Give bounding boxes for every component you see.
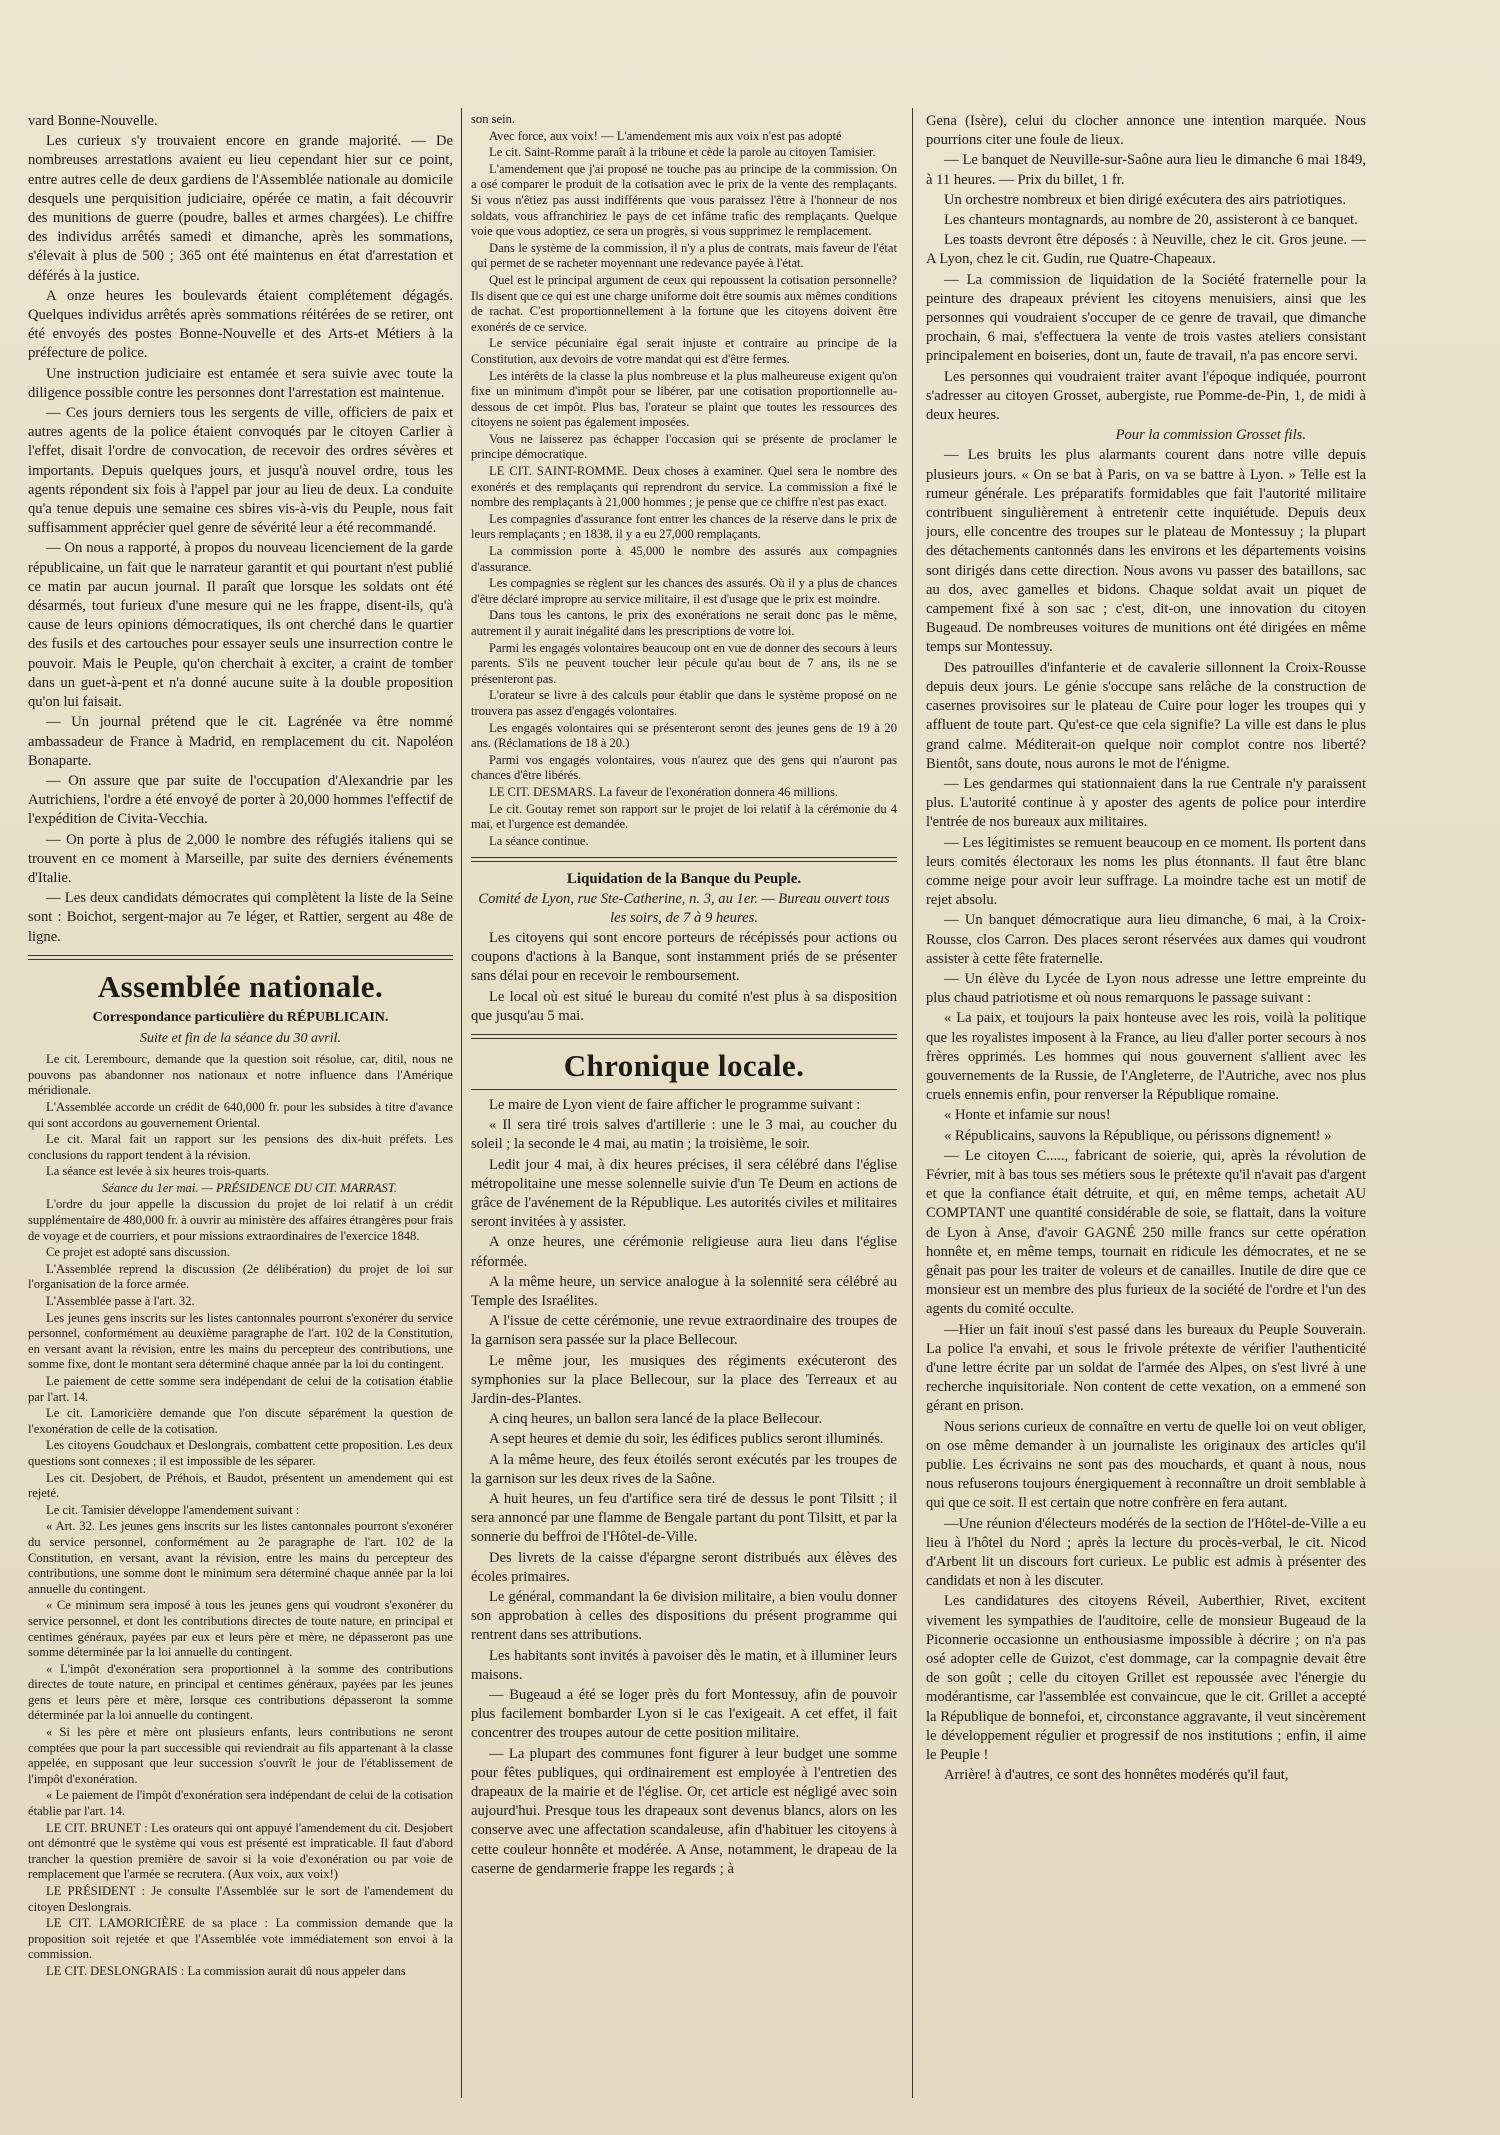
paragraph: Les curieux s'y trouvaient encore en grande majorité. — De nombreuses arrestations avaient eu lieu cependant hier sur ce point, entre autres celle de deux gardiens de l'Assemblée nationale au domicile desquels une perquisition judiciaire, opérée ce matin, a fait découvrir des munitions de guerre (poudre, balles et armes chargées). Le chiffre des individus arrêtés samedi et dimanche, après les sommations, s'élevait à plus de 500 ; 365 ont été maintenus en état d'arrestation et déférés à la justice. [28,133,453,284]
paragraph: — On assure que par suite de l'occupation d'Alexandrie par les Autrichiens, l'ordre a été envoyé de porter à 20,000 hommes l'effectif de l'expédition de Civita-Vecchia. [28,772,453,828]
paragraph: Gena (Isère), celui du clocher annonce une intention marquée. Nous pourrions citer une foule de lieux. [926,113,1366,149]
session-paragraph: Dans le système de la commission, il n'y a plus de contrats, mais faveur de l'état qui permet de se racheter moyennant une redevance payée à l'état. [471,240,897,271]
session-paragraph: « Ce minimum sera imposé à tous les jeunes gens qui voudront s'exonérer du service personnel, et dont les contributions directes de toute nature, en principal et centimes généraux, payées par eux et leurs père et mère, ne dépasseront pas une somme déterminée par la loi annuelle du contingent. [28,1598,453,1660]
section-title-chronique: Chronique locale. [563,1047,805,1083]
paragraph: Les citoyens qui sont encore porteurs de récépissés pour actions ou coupons d'actions à la Banque, sont instamment priés de se présenter sans délai pour en recevoir le remboursement. [471,929,897,985]
paragraph: A cinq heures, un ballon sera lancé de la place Bellecour. [489,1411,823,1428]
paragraph: — Le banquet de Neuville-sur-Saône aura lieu le dimanche 6 mai 1849, à 11 heures. — Prix du billet, 1 fr. [926,152,1366,188]
paragraph: —Hier un fait inouï s'est passé dans les bureaux du Peuple Souverain. La police l'a envahi, et sous le frivole prétexte de vérifier l'authenticité d'une lettre écrite par un soldat de l'armée des Alpes, on s'est livré à une recherche inquisitoriale. Non content de cette vexation, on a emmené son gérant en prison. [926,1321,1366,1415]
section-divider [471,1089,897,1090]
section-divider [471,1034,897,1039]
session-paragraph: Les intérêts de la classe la plus nombreuse et la plus malheureuse exigent qu'on fixe un minimum d'impôt pour se libérer, par une cotisation proportionnelle au-dessous de cet impôt. Plus bas, l'orateur se plaint que toutes les ressources des citoyens ne soient pas également imposées. [471,368,897,430]
paragraph: A sept heures et demie du soir, les édifices publics seront illuminés. [489,1431,884,1448]
paragraph: — La plupart des communes font figurer à leur budget une somme pour fêtes publiques, qui ordinairement est employée à l'entretien des drapeaux de la mairie et de l'église. Or, cet article est négligé avec soin aujourd'hui. Presque tous les drapeaux sont devenus blancs, alors on les conserve avec une affectation scandaleuse, afin d'habituer les citoyens à cette couleur honnête et modérée. A Anse, notamment, le drapeau de la caserne de gendarmerie frappe les regards ; à [471,1745,897,1877]
paragraph: A onze heures les boulevards étaient complétement dégagés. Quelques individus arrêtés après sommations réitérées de se retirer, ont été envoyés des postes Bonne-Nouvelle et des Arts-et Métiers à la préfecture de police. [28,287,453,362]
session-paragraph: « Art. 32. Les jeunes gens inscrits sur les listes cantonnales pourront s'exonérer du service personnel, conformément au 2e paragraphe de l'art. 102 de la Constitution, en versant, avant la révision, entre les mains du percepteur des contributions, une somme dont le minimum sera déterminé chaque année par la loi annuelle du contingent. [28,1519,453,1596]
paragraph: — Le citoyen C....., fabricant de soierie, qui, après la révolution de Février, mit à bas tous ses métiers sous le prétexte qu'il n'avait pas d'argent et que la confiance était détruite, et qui, en même temps, achetait AU COMPTANT une quantité considérable de soie, se flattait, dans la voiture de Lyon à Anse, d'avoir GAGNÉ 250 mille francs sur cette opération honnête et, en même temps, tournait en ridicule les démocrates, et ne se gênait pas pour les traiter de voleurs et de canailles. Inutile de dire que ce monsieur est un membre des plus furieux de la société de l'ordre et l'un des agents du comité occulte. [926,1147,1366,1318]
section-title-assemblee: Assemblée nationale. [97,968,384,1004]
session-paragraph: L'ordre du jour appelle la discussion du projet de loi relatif à un crédit supplémentaire de 480,000 fr. à ouvrir au ministère des affaires étrangères pour frais de voyage et de courriers, et pour missions extraordinaires de l'exercice 1848. [28,1197,453,1243]
paragraph: Une instruction judiciaire est entamée et sera suivie avec toute la diligence possible contre les personnes dont l'arrestation est maintenue. [28,365,453,401]
session-paragraph: Le cit. Tamisier développe l'amendement suivant : [46,1502,300,1517]
paragraph: — Bugeaud a été se loger près du fort Montessuy, afin de pouvoir plus facilement bombarder Lyon si le cas l'exigeait. A cet effet, il fait concentrer des troupes autour de cette position militaire. [471,1687,897,1742]
paragraph: Ledit jour 4 mai, à dix heures précises, il sera célébré dans l'église métropolitaine une messe solennelle suivie d'un Te Deum en actions de grâce de l'avénement de la République. Les autorités civiles et militaires seront invitées à y assister. [471,1156,897,1231]
session-paragraph: Dans tous les cantons, le prix des exonérations ne serait donc pas le même, autrement il y aurait inégalité dans les prescriptions de votre loi. [471,608,897,638]
column-right [926,112,1366,2102]
section-title-banque: Liquidation de la Banque du Peuple. [566,871,802,888]
session-paragraph: Les engagés volontaires qui se présenteront seront des jeunes gens de 19 à 20 ans. (Réclamations de 18 à 20.) [471,720,897,751]
session-paragraph: L'amendement que j'ai proposé ne touche pas au principe de la commission. On a osé comparer le produit de la cotisation avec le prix de la vente des remplaçants. Si vous n'êtiez pas aussi indifférents que vous paraissez l'être à l'honneur de nos soldats, vous affranchiriez le pays de cet infâme trafic des remplaçants. Quelque voie que vous adoptiez, ce sera un progrès, si vous supprimez le remplacement. [471,161,897,239]
paragraph: — Un banquet démocratique aura lieu dimanche, 6 mai, à la Croix-Rousse, clos Carron. Des places seront réservées aux dames qui voudront assister à cette fête fraternelle. [926,912,1366,967]
paragraph: — Les deux candidats démocrates qui complètent la liste de la Seine sont : Boichot, sergent-major au 7e léger, et Rattier, sergent au 48e de ligne. [28,890,453,945]
session-paragraph: Parmi les engagés volontaires beaucoup ont en vue de donner des secours à leurs parents. S'ils ne peuvent toucher leur pécule qu'au bout de 7 ans, ils ne se présenteront pas. [471,640,897,686]
section-divider [471,857,897,862]
paragraph: Des livrets de la caisse d'épargne seront distribués aux élèves des écoles primaires. [471,1549,897,1585]
section-divider [28,955,453,960]
session-paragraph: LE CIT. LAMORICIÈRE de sa place : La commission demande que la proposition soit rejetée et que l'Assemblée vote immédiatement son envoi à la commission. [28,1916,453,1962]
session-paragraph: LE CIT. DESMARS. La faveur de l'exonération donnera 46 millions. [489,784,838,799]
session-paragraph: Le cit. Lamoricière demande que l'on discute séparément la question de l'exonération de celle de la cotisation. [28,1406,453,1436]
session-paragraph: Les compagnies d'assurance font entrer les chances de la réserve dans le prix de leurs remplaçants ; en 1838, il y a eu 27,000 remplaçants. [471,511,897,542]
paragraph: Des patrouilles d'infanterie et de cavalerie sillonnent la Croix-Rousse depuis deux jours. Le génie s'occupe sans relâche de la construction de casernes provisoires sur le plateau de Cuire pour loger les troupes qui y affluent de toute part. Qu'est-ce que cela signifie? La ville est dans le plus grand calme. Méditerait-on quelque noir complot contre nos liberté? Bientôt, sans doute, nous aurons le mot de l'énigme. [926,659,1366,772]
session-paragraph: L'Assemblée reprend la discussion (2e délibération) du projet de loi sur l'organisation de la force armée. [28,1261,453,1292]
paragraph: — Un journal prétend que le cit. Lagrénée va être nommé ambassadeur de France à Madrid, en remplacement du cit. Napoléon Bonaparte. [28,714,453,769]
paragraph: Les habitants sont invités à pavoiser dès le matin, et à illuminer leurs maisons. [471,1647,897,1683]
paragraph: Les toasts devront être déposés : à Neuville, chez le cit. Gros jeune. — A Lyon, chez le cit. Gudin, rue Quatre-Chapeaux. [926,232,1366,268]
session-paragraph: son sein. [471,112,516,126]
session-paragraph: Quel est le principal argument de ceux qui repoussent la cotisation personnelle? Ils disent que ce qui est une charge uniforme doit être soumis aux mêmes conditions de rachat. C'est proportionnellement à la fortune que les citoyens doivent être exonérés de ce service. [471,272,897,334]
session-paragraph: Les citoyens Goudchaux et Deslongrais, combattent cette proposition. Les deux questions sont connexes ; il est impossible de les séparer. [28,1438,453,1468]
session-paragraph: Ce projet est adopté sans discussion. [46,1245,230,1260]
paragraph: Le même jour, les musiques des régiments exécuteront des symphonies sur la place Bellecour, sur la place des Terreaux et au Jardin-des-Plantes. [471,1352,897,1407]
paragraph: A huit heures, un feu d'artifice sera tiré de dessus le pont Tilsitt ; il sera annoncé par une flamme de Bengale partant du pont Tilsitt, et par la sonnerie du beffroi de l'Hôtel-de-Ville. [471,1491,897,1546]
section-subtitle: Correspondance particulière du RÉPUBLICAIN. [92,1009,389,1025]
column-rule-left [461,108,462,2098]
session-paragraph: Les jeunes gens inscrits sur les listes cantonnales pourront s'exonérer du service personnel, conformément au deuxième paragraphe de l'art. 102 de la Constitution, en versant avant la révision, entre les mains du percepteur des contributions, une somme fixe, dont le montant sera déterminé chaque année par la loi du contingent. [28,1310,453,1372]
session-paragraph: Le paiement de cette somme sera indépendant de celui de la cotisation établie par l'art. 14. [28,1374,453,1404]
paragraph: A onze heures, une cérémonie religieuse aura lieu dans l'église réformée. [471,1234,897,1270]
paragraph: — Les légitimistes se remuent beaucoup en ce moment. Ils portent dans leurs comités électoraux les noms les plus étonnants. Il faut être blanc comme neige pour avoir leur suffrage. La moindre tache est un motif de rejet absolu. [926,834,1366,909]
session-paragraph: L'Assemblée passe à l'art. 32. [46,1294,195,1309]
session-paragraph: Parmi vos engagés volontaires, vous n'aurez que des gens qui n'auront pas chances d'être libérés. [471,752,897,783]
paragraph: Un orchestre nombreux et bien dirigé exécutera des airs patriotiques. [944,191,1346,208]
session-paragraph: Le cit. Maral fait un rapport sur les pensions des dix-huit préfets. Les conclusions du rapport tendent à la révision. [28,1132,453,1162]
paragraph: « La paix, et toujours la paix honteuse avec les rois, voilà la politique que les royalistes imposent à la France, au lieu d'aller porter secours à nos frères opprimés. Les hommes qui nous gouvernent s'allient avec les gouvernements de la Russie, de l'Angleterre, de l'Autriche, avec nos plus cruels ennemis enfin, pour renverser la République romaine. [926,1010,1366,1104]
session-paragraph: « Le paiement de l'impôt d'exonération sera indépendant de celui de la cotisation établie par l'art. 14. [28,1788,453,1819]
session-paragraph: La séance est levée à six heures trois-quarts. [46,1164,270,1179]
paragraph: — La commission de liquidation de la Société fraternelle pour la peinture des drapeaux prévient les citoyens menuisiers, ainsi que les personnes qui voudraient s'occuper de ce genre de travail, que dimanche prochain, 6 mai, s'effectuera la vente de trois vastes ateliers consistant principalement en boiseries, dont un, faute de travail, n'a pas encore servi. [926,271,1366,365]
column-rule-right [912,108,913,2098]
session-paragraph: LE CIT. SAINT-ROMME. Deux choses à examiner. Quel sera le nombre des exonérés et des remplaçants qui reprendront du service. La commission a fixé le nombre des remplaçants à 21,000 hommes ; je pense que ce chiffre n'est pas exact. [471,464,897,510]
paragraph: —Une réunion d'électeurs modérés de la section de l'Hôtel-de-Ville a eu lieu à l'hôtel du Nord ; après la lecture du procès-verbal, le cit. Nicod d'Arbent lit un discours fort curieux. Le public est admis à présenter des candidats et non à les discuter. [926,1515,1366,1590]
section-session: Suite et fin de la séance du 30 avril. [139,1030,341,1046]
session-paragraph: « L'impôt d'exonération sera proportionnel à la somme des contributions directes de toute nature, en principal et centimes généraux, payées par les jeunes gens et leurs père et mère, lorsque ces contributions dépasseront la somme déterminée par la loi annuelle du contingent. [28,1661,453,1723]
paragraph: « Honte et infamie sur nous! [944,1107,1111,1124]
paragraph: Nous serions curieux de connaître en vertu de quelle loi on veut obliger, on ose même demander à un journaliste les originaux des articles qu'il publie. Les écrivains ne sont pas des mouchards, et quant à nous, nous nous refuserons toujours énergiquement à reconnaître un droit semblable à qui que ce soit. Il est certain que notre confrère en fera autant. [926,1418,1366,1512]
paragraph: Arrière! à d'autres, ce sont des honnêtes modérés qu'il faut, [944,1767,1289,1784]
session-paragraph: L'Assemblée accorde un crédit de 640,000 fr. pour les subsides à titre d'avance qui sont accordons au gouvernement Oriental. [28,1099,453,1130]
session-paragraph: Les cit. Desjobert, de Préhois, et Baudot, présentent un amendement qui est rejeté. [28,1470,453,1501]
session-heading: Séance du 1er mai. — PRÉSIDENCE DU CIT. MARRAST. [101,1180,398,1195]
paragraph: — On porte à plus de 2,000 le nombre des réfugiés italiens qui se trouvent en ce moment à Marseille, par suite des derniers événements d'Italie. [28,831,453,886]
paragraph: Le maire de Lyon vient de faire afficher le programme suivant : [489,1096,861,1113]
paragraph: Les candidatures des citoyens Réveil, Auberthier, Rivet, excitent vivement les sympathies de l'auditoire, celle de monsieur Bugeaud de la Piconnerie occasionne un enthousiasme impossible à décrire ; on n'a pas osé adopter celle de Guizot, c'est dommage, car la compagnie devait être de son goût ; celle du citoyen Grillet est repoussée avec l'énergie du modérantisme, car l'assemblée est convaincue, que le cit. Grillet a accepté la République de bonnefoi, et, circonstance aggravante, il veut sincèrement le développement régulier et progressif de nos institutions ; enfin, il aime le Peuple ! [926,1593,1366,1764]
bank-address: Comité de Lyon, rue Ste-Catherine, n. 3, au 1er. — Bureau ouvert tous les soirs, de 7 à 9 heures. [478,890,890,926]
session-paragraph: Vous ne laisserez pas échapper l'occasion qui se présente de proclamer le principe démocratique. [471,431,897,462]
paragraph: — Un élève du Lycée de Lyon nous adresse une lettre empreinte du plus chaud patriotisme et où nous remarquons le passage suivant : [926,970,1366,1007]
session-paragraph: Le cit. Goutay remet son rapport sur le projet de loi relatif à la cérémonie du 4 mai, et l'urgence est demandée. [471,801,897,832]
paragraph: A la même heure, des feux étoilés seront exécutés par les troupes de la garnison sur les deux rives de la Saône. [471,1451,897,1487]
paragraph: A la même heure, un service analogue à la solennité sera célébré au Temple des Israélites. [471,1273,897,1309]
paragraph: A l'issue de cette cérémonie, une revue extraordinaire des troupes de la garnison sera passée sur la place Bellecour. [471,1313,897,1349]
session-paragraph: Avec force, aux voix! — L'amendement mis aux voix n'est pas adopté [489,128,842,143]
paragraph: — Les gendarmes qui stationnaient dans la rue Centrale n'y paraissent plus. L'autorité continue à y aposter des agents de police pour interdire l'entrée de nos bureaux aux militaires. [926,775,1366,831]
paragraph: Les chanteurs montagnards, au nombre de 20, assisteront à ce banquet. [944,212,1358,229]
paragraph: — Les bruits les plus alarmants courent dans notre ville depuis plusieurs jours. « On se bat à Paris, on va se battre à Lyon. » Telle est la rumeur générale. Les préparatifs formidables que fait l'autorité militaire contribuent singulièrement à entretenir cette inquiétude. Depuis deux jours, elle concentre des troupes sur le plateau de Montessuy ; la plupart des détachements cantonnés dans les environs et les départements voisins sont dirigés dans cette direction. Nous avons vu passer des bataillons, sac au dos, avec gamelles et bidons. Chaque soldat avait un piquet de campement fixé à son sac ; c'est, dit-on, une innovation du citoyen Bugeaud. De nombreuses voitures de munitions ont été dirigées en même temps sur Montessuy. [926,447,1366,656]
paragraph: Le général, commandant la 6e division militaire, a bien voulu donner son approbation à celles des dispositions du présent programme qui rentrent dans ses attributions. [471,1589,897,1644]
session-paragraph: La commission porte à 45,000 le nombre des assurés aux compagnies d'assurance. [471,544,897,574]
session-paragraph: La séance continue. [489,833,589,848]
column-middle [471,112,897,2102]
session-paragraph: Le cit. Lerembourc, demande que la question soit résolue, car, ditil, nous ne pouvons pas abandonner nos nationaux et notre influence dans l'Amérique méridionale. [28,1052,453,1098]
column-left [28,112,453,2102]
session-paragraph: LE CIT. BRUNET : Les orateurs qui ont appuyé l'amendement du cit. Desjobert ont démontré que le système qui vous est présenté est impraticable. Il faut d'abord trancher la question première de savoir si la voie d'exonération ou par voie de remplacement que l'armée se recrutera. (Aux voix, aux voix!) [28,1820,453,1882]
session-paragraph: Le service pécuniaire égal serait injuste et contraire au principe de la Constitution, aux devoirs de votre mandat qui est d'être fermes. [471,336,897,366]
signature: Pour la commission Grosset fils. [1115,427,1306,444]
paragraph: « Républicains, sauvons la République, ou périssons dignement! » [944,1127,1332,1144]
session-paragraph: « Si les père et mère ont plusieurs enfants, leurs contributions ne seront comptées que pour la part successible qui reviendrait au fils appartenant à la classe appelée, en supposant que leur succession s'ouvrît le jour de l'établissement de l'impôt d'exonération. [28,1725,453,1786]
paragraph: « Il sera tiré trois salves d'artillerie : une le 3 mai, au coucher du soleil ; la seconde le 4 mai, au matin ; la troisième, le soir. [471,1117,897,1153]
session-paragraph: Les compagnies se règlent sur les chances des assurés. Où il y a plus de chances d'être déclaré impropre au service militaire, il est d'usage que le prix est moindre. [471,576,897,606]
paragraph: Les personnes qui voudraient traiter avant l'époque indiquée, pourront s'adresser au citoyen Grosset, aubergiste, rue Pomme-de-Pin, 1, de midi à deux heures. [926,368,1366,424]
session-paragraph: LE CIT. DESLONGRAIS : La commission aurait dû nous appeler dans [46,1963,406,1978]
paragraph: vard Bonne-Nouvelle. [28,113,158,129]
paragraph: Le local où est situé le bureau du comité n'est plus à sa disposition que jusqu'au 5 mai. [471,988,897,1024]
paragraph: — On nous a rapporté, à propos du nouveau licenciement de la garde républicaine, un fait que le narrateur garantit et qui pourtant n'est publié ce matin par aucun journal. Il paraît que lorsque les soldats ont été désarmés, tout furieux d'une mesure qui ne les frappe, disent-ils, qu'à cause de leurs opinions démocratiques, ils ont cherché dans le quartier des fusils et des cartouches pour essayer seuls une insurrection contre le pouvoir. Mais le Peuple, qu'on cherchait à exciter, a craint de tomber dans un guet-à-pent et n'a donné aucune suite à la double proposition qu'on lui faisait. [28,540,453,711]
session-paragraph: LE PRÉSIDENT : Je consulte l'Assemblée sur le sort de l'amendement du citoyen Deslongrais. [28,1884,453,1914]
session-paragraph: L'orateur se livre à des calculs pour établir que dans le système proposé on ne trouvera pas assez d'engagés volontaires. [471,688,897,718]
session-paragraph: Le cit. Saint-Romme paraît à la tribune et cède la parole au citoyen Tamisier. [489,145,876,160]
paragraph: — Ces jours derniers tous les sergents de ville, officiers de paix et autres agents de la police étaient convoqués par le citoyen Carlier à l'effet, disait l'ordre de convocation, de recevoir des ordres sévères et importants. Depuis quelques jours, et jusqu'à nouvel ordre, tous les agents répondent six fois à l'appel par jour au lieu de deux. La conduite qu'a tenue depuis une semaine ces sbires vis-à-vis du Peuple, nous fait suffisamment apprécier quel genre de sévérité leur a été recommandé. [28,405,453,537]
